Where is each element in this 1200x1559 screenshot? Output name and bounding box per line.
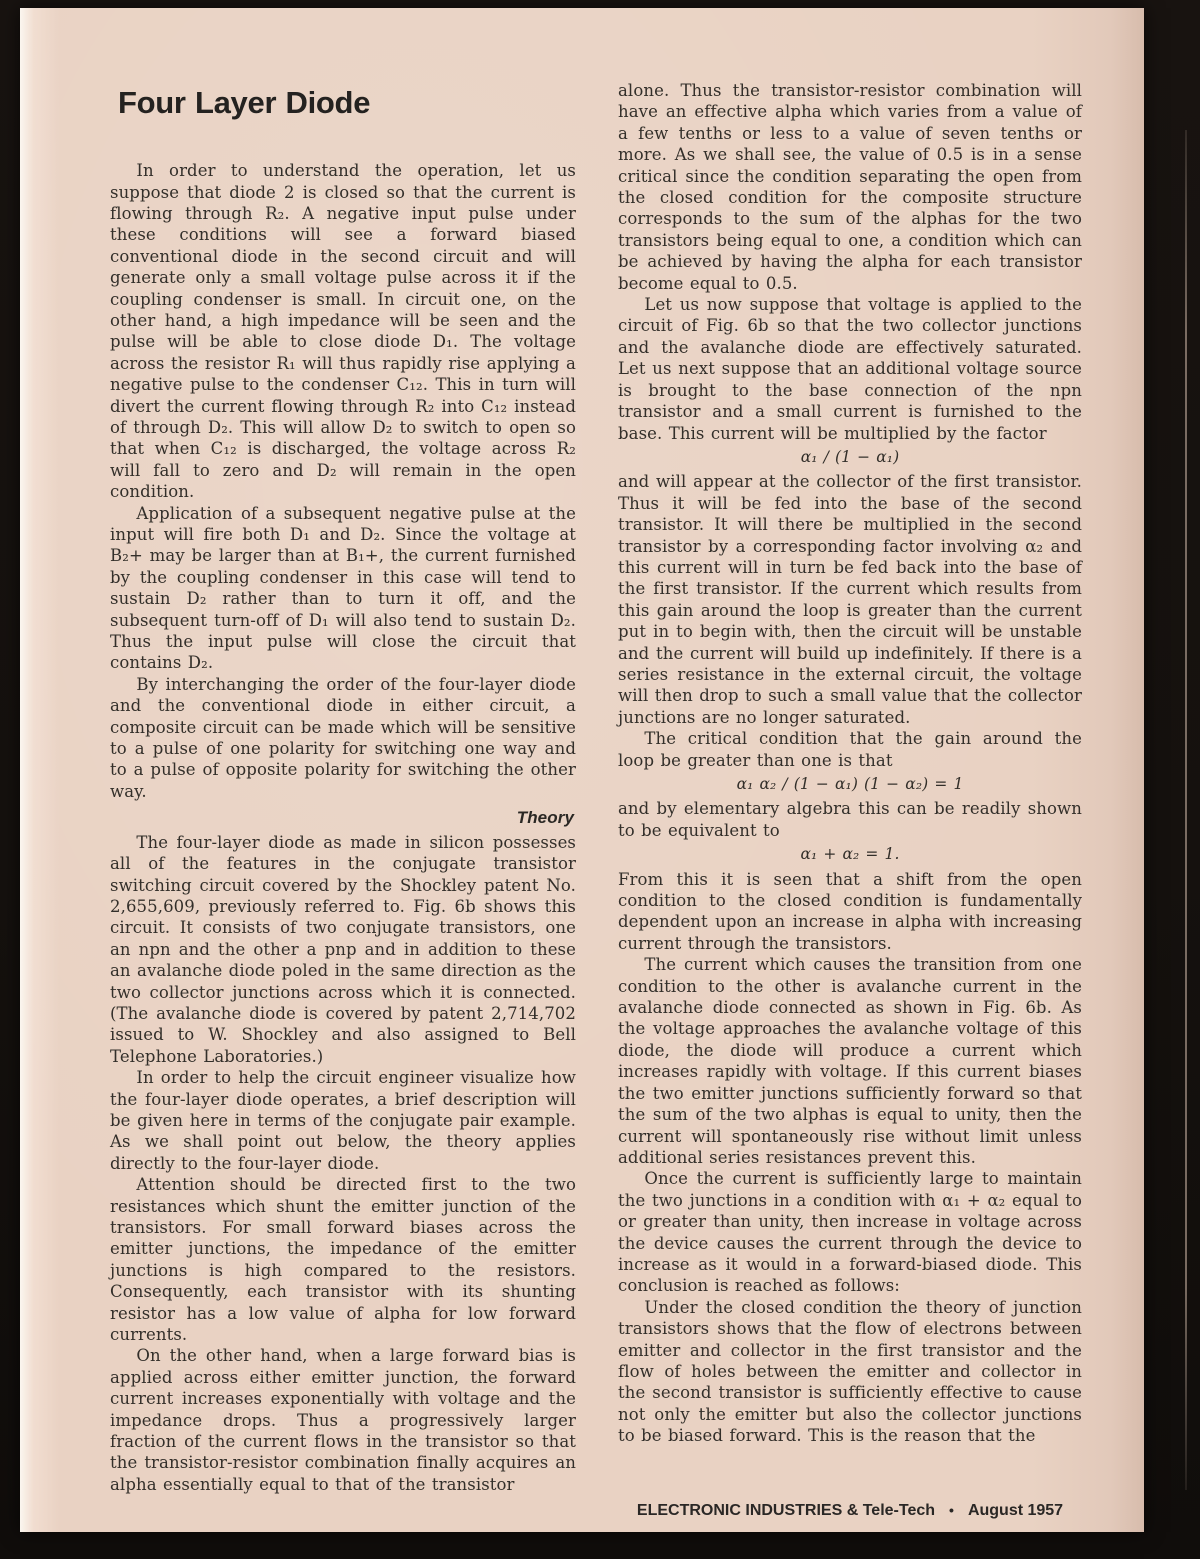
theory-subheading: Theory (516, 808, 574, 828)
formula-loop-gain: α₁ α₂ / (1 − α₁) (1 − α₂) = 1 (736, 775, 964, 793)
paragraph: Application of a subsequent negative pulse at the input will fire both D₁ and D₂. Since the voltage at B₂+ may be larger than at B₁+, the current furnished by the coupling condenser in this case will tend to sustain D₂ rather than to turn it off, and the subsequent turn-off of D₁ will also tend to sustain D₂. Thus the input pulse will close the circuit that contains D₂. (110, 503, 576, 673)
paragraph: The critical condition that the gain around the loop be greater than one is that (618, 729, 1082, 770)
formula-alpha-sum: α₁ + α₂ = 1. (800, 845, 900, 864)
paragraph: By interchanging the order of the four-layer diode and the conventional diode in either circuit, a composite circuit can be made which will be sensitive to a pulse of one polarity for switching one way and to a pulse of opposite polarity for switching the other way. (110, 674, 576, 801)
page-footer (618, 1502, 1082, 1520)
formula-alpha-factor: α₁ / (1 − α₁) (800, 447, 900, 466)
paragraph: The four-layer diode as made in silicon possesses all of the features in the conjugate transistor switching circuit covered by the Shockley patent No. 2,655,609, previously referred to. Fig. 6b shows this circuit. It consists of two conjugate transistors, one an npn and the other a pnp and in addition to these an avalanche diode poled in the same direction as the two collector junctions across which it is connected. (The avalanche diode is covered by patent 2,714,702 issued to W. Shockley and also assigned to Bell Telephone Laboratories.) (110, 832, 576, 1066)
paragraph: In order to help the circuit engineer visualize how the four-layer diode operates, a brief description will be given here in terms of the conjugate pair example. As we shall point out below, the theory applies directly to the four-layer diode. (110, 1068, 576, 1173)
paragraph: and will appear at the collector of the first transistor. Thus it will be fed into the base of the second transistor. It will there be multiplied in the second transistor by a corresponding factor involving α₂ and this current will in turn be fed back into the base of the first transistor. If the current which results from this gain around the loop is greater than the current put in to begin with, then the circuit will be unstable and the current will build up indefinitely. If there is a series resistance in the external circuit, the voltage will then drop to such a small value that the collector junctions are no longer saturated. (618, 472, 1082, 727)
paragraph: alone. Thus the transistor-resistor combination will have an effective alpha which varies from a value of a few tenths or less to a value of seven tenths or more. As we shall see, the value of 0.5 is in a sense critical since the condition separating the open from the closed condition for the composite structure corresponds to the sum of the alphas for the two transistors being equal to one, a condition which can be achieved by having the alpha for each transistor become equal to 0.5. (618, 81, 1082, 293)
footer-separator: • (949, 1502, 954, 1518)
paragraph: The current which causes the transition from one condition to the other is avalanche current in the avalanche diode connected as shown in Fig. 6b. As the voltage approaches the avalanche voltage of this diode, the diode will produce a current which increases rapidly with voltage. If this current biases the two emitter junctions sufficiently forward so that the sum of the two alphas is equal to unity, then the current will spontaneously rise without limit unless additional series resistances prevent this. (618, 955, 1082, 1167)
magazine-page (20, 8, 1144, 1532)
left-column (110, 8, 576, 1495)
paragraph: In order to understand the operation, let us suppose that diode 2 is closed so that the current is flowing through R₂. A negative input pulse under these conditions will see a forward biased conventional diode in the second circuit and will generate only a small voltage pulse across it if the coupling condenser is small. In circuit one, on the other hand, a high impedance will be seen and the pulse will be able to close diode D₁. The voltage across the resistor R₁ will thus rapidly rise applying a negative pulse to the condenser C₁₂. This in turn will divert the current flowing through R₂ into C₁₂ instead of through D₂. This will allow D₂ to switch to open so that when C₁₂ is discharged, the voltage across R₂ will fall to zero and D₂ will remain in the open condition. (110, 161, 576, 502)
paragraph: Once the current is sufficiently large to maintain the two junctions in a condition with α₁ + α₂ equal to or greater than unity, then increase in voltage across the device causes the current through the device to increase as it would in a forward-biased diode. This conclusion is reached as follows: (618, 1169, 1082, 1296)
article-title: Four Layer Diode (118, 85, 371, 120)
paragraph: Under the closed condition the theory of junction transistors shows that the flow of electrons between emitter and collector in the first transistor and the flow of holes between the emitter and collector in the second transistor is sufficiently effective to cause not only the emitter but also the collector junctions to be biased forward. This is the reason that the (618, 1297, 1082, 1446)
paragraph: Let us now suppose that voltage is applied to the circuit of Fig. 6b so that the two collector junctions and the avalanche diode are effectively saturated. Let us next suppose that an additional voltage source is brought to the base connection of the npn transistor and a small current is furnished to the base. This current will be multiplied by the factor (618, 295, 1082, 443)
journal-name: ELECTRONIC INDUSTRIES & Tele-Tech (636, 1502, 936, 1519)
adjacent-page-edge (1185, 130, 1187, 1490)
paragraph: From this it is seen that a shift from the open condition to the closed condition is fundamentally dependent upon an increase in alpha with increasing current through the transistors. (618, 869, 1082, 953)
issue-date: August 1957 (967, 1502, 1064, 1519)
paragraph: Attention should be directed first to the two resistances which shunt the emitter junction of the transistors. For small forward biases across the emitter junctions, the impedance of the emitter junctions is high compared to the resistors. Consequently, each transistor with its shunting resistor has a low value of alpha for low forward currents. (110, 1175, 576, 1345)
paragraph: and by elementary algebra this can be readily shown to be equivalent to (618, 799, 1082, 840)
paragraph: On the other hand, when a large forward bias is applied across either emitter junction, the forward current increases exponentially with voltage and the impedance drops. Thus a progressively larger fraction of the current flows in the transistor so that the transistor-resistor combination finally acquires an alpha essentially equal to that of the transistor (110, 1346, 576, 1494)
right-column (618, 8, 1082, 1447)
